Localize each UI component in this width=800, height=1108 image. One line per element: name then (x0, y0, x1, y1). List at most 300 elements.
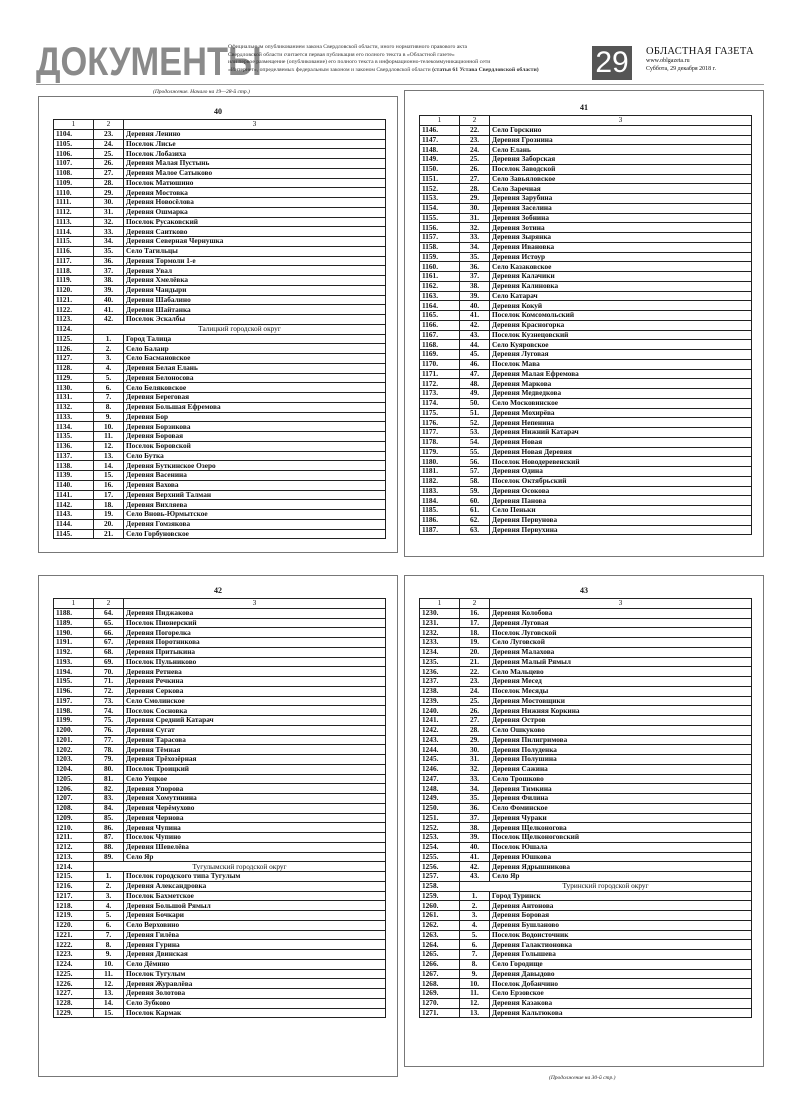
settlement-name: Деревня Золотова (124, 989, 386, 999)
settlement-name: Поселок Эскалбы (124, 315, 386, 325)
table-row (420, 291, 752, 301)
row-number: 1179. (420, 447, 460, 457)
settlement-name: Село Бутка (124, 451, 386, 461)
local-number: 24. (460, 145, 490, 155)
row-number: 1144. (54, 519, 94, 529)
table-row (420, 213, 752, 223)
row-number: 1124. (54, 324, 94, 334)
row-number: 1194. (54, 667, 94, 677)
table-row (420, 979, 752, 989)
local-number: 13. (94, 989, 124, 999)
settlement-name: Деревня Сажина (490, 764, 752, 774)
table-row (54, 657, 386, 667)
row-number: 1122. (54, 305, 94, 315)
settlement-name: Деревня Малая Пустынь (124, 159, 386, 169)
local-number: 63. (460, 525, 490, 535)
table-row (54, 402, 386, 412)
local-number: 5. (94, 373, 124, 383)
table-row (420, 350, 752, 360)
table-row (420, 852, 752, 862)
row-number: 1255. (420, 852, 460, 862)
row-number: 1244. (420, 745, 460, 755)
table-row (54, 188, 386, 198)
table-row (420, 677, 752, 687)
table-row (420, 911, 752, 921)
table-row (420, 735, 752, 745)
settlement-name: Деревня Борзикова (124, 422, 386, 432)
settlement-name: Деревня Погорелка (124, 628, 386, 638)
settlement-name: Село Яр (490, 872, 752, 882)
row-number: 1120. (54, 285, 94, 295)
row-number: 1190. (54, 628, 94, 638)
row-number: 1223. (54, 950, 94, 960)
row-number: 1227. (54, 989, 94, 999)
row-number: 1221. (54, 930, 94, 940)
row-number: 1131. (54, 393, 94, 403)
local-number: 77. (94, 735, 124, 745)
table-row (54, 480, 386, 490)
masthead (36, 40, 764, 84)
local-number: 31. (460, 213, 490, 223)
settlement-name: Деревня Зарубина (490, 194, 752, 204)
table-row (420, 647, 752, 657)
district-heading: Талицкий городской округ (94, 324, 386, 334)
table-row (420, 862, 752, 872)
row-number: 1142. (54, 500, 94, 510)
row-number: 1137. (54, 451, 94, 461)
settlement-name: Село Балаир (124, 344, 386, 354)
row-number: 1192. (54, 647, 94, 657)
table-row (420, 842, 752, 852)
table-row (54, 207, 386, 217)
settlement-name: Деревня Мостовка (124, 188, 386, 198)
table-row (420, 272, 752, 282)
table-row (420, 774, 752, 784)
settlement-name: Село Заречная (490, 184, 752, 194)
row-number: 1267. (420, 969, 460, 979)
row-number: 1188. (54, 608, 94, 618)
row-number: 1136. (54, 441, 94, 451)
settlement-name: Деревня Антонова (490, 901, 752, 911)
local-number: 46. (460, 359, 490, 369)
table-row (420, 281, 752, 291)
local-number: 19. (94, 510, 124, 520)
row-number: 1127. (54, 354, 94, 364)
settlement-name: Деревня Большой Рямыл (124, 901, 386, 911)
local-number: 48. (460, 379, 490, 389)
table-row (420, 998, 752, 1008)
row-number: 1257. (420, 872, 460, 882)
row-number: 1214. (54, 862, 94, 872)
local-number: 51. (460, 408, 490, 418)
settlement-name: Деревня Давыдово (490, 969, 752, 979)
settlement-name: Деревня Малая Ефремова (490, 369, 752, 379)
settlement-name: Поселок Водоисточник (490, 930, 752, 940)
settlement-name: Деревня Увал (124, 266, 386, 276)
local-number: 37. (460, 272, 490, 282)
local-number: 86. (94, 823, 124, 833)
table-row (54, 324, 386, 334)
row-number: 1251. (420, 813, 460, 823)
row-number: 1206. (54, 784, 94, 794)
table-row (54, 725, 386, 735)
column-header: 3 (124, 599, 386, 609)
row-number: 1165. (420, 311, 460, 321)
table-row (420, 755, 752, 765)
settlement-name: Деревня Двинская (124, 950, 386, 960)
header-row (54, 599, 386, 609)
table-row (420, 901, 752, 911)
row-number: 1107. (54, 159, 94, 169)
table-row (54, 276, 386, 286)
table-row (420, 618, 752, 628)
table-row (420, 389, 752, 399)
row-number: 1111. (54, 198, 94, 208)
continued-to-note: (Продолжение на 30-й стр.) (549, 1075, 616, 1081)
row-number: 1182. (420, 476, 460, 486)
settlement-name: Деревня Нижний Катарач (490, 428, 752, 438)
row-number: 1239. (420, 696, 460, 706)
row-number: 1171. (420, 369, 460, 379)
settlement-name: Деревня Маркова (490, 379, 752, 389)
local-number: 65. (94, 618, 124, 628)
table-row (420, 135, 752, 145)
settlement-name: Поселок Добанчино (490, 979, 752, 989)
table-row (420, 408, 752, 418)
table-row (420, 203, 752, 213)
table-row (54, 638, 386, 648)
settlement-name: Деревня Боровая (490, 911, 752, 921)
row-number: 1222. (54, 940, 94, 950)
local-number: 45. (460, 350, 490, 360)
row-number: 1172. (420, 379, 460, 389)
table-row (420, 930, 752, 940)
table-row (54, 608, 386, 618)
row-number: 1241. (420, 716, 460, 726)
row-number: 1198. (54, 706, 94, 716)
row-number: 1139. (54, 471, 94, 481)
local-number: 33. (460, 774, 490, 784)
table-row (54, 1008, 386, 1018)
row-number: 1112. (54, 207, 94, 217)
table-row (420, 242, 752, 252)
row-number: 1265. (420, 950, 460, 960)
row-number: 1130. (54, 383, 94, 393)
settlement-name: Село Ошкуково (490, 725, 752, 735)
header-rule (36, 84, 764, 85)
local-number: 10. (460, 979, 490, 989)
table-row (54, 784, 386, 794)
row-number: 1176. (420, 418, 460, 428)
local-number: 11. (94, 969, 124, 979)
local-number: 7. (94, 930, 124, 940)
row-number: 1186. (420, 515, 460, 525)
row-number: 1135. (54, 432, 94, 442)
table-row (54, 334, 386, 344)
panel-43 (404, 575, 764, 1067)
local-number: 9. (94, 412, 124, 422)
local-number: 62. (460, 515, 490, 525)
table-row (54, 618, 386, 628)
local-number: 58. (460, 476, 490, 486)
table-row (54, 745, 386, 755)
settlement-name: Село Ерзовское (490, 989, 752, 999)
local-number: 13. (94, 451, 124, 461)
settlement-name: Деревня Бушланово (490, 920, 752, 930)
local-number: 83. (94, 794, 124, 804)
local-number: 19. (460, 638, 490, 648)
local-number: 72. (94, 686, 124, 696)
table-row (420, 667, 752, 677)
row-number: 1211. (54, 833, 94, 843)
row-number: 1105. (54, 139, 94, 149)
row-number: 1240. (420, 706, 460, 716)
row-number: 1256. (420, 862, 460, 872)
row-number: 1178. (420, 437, 460, 447)
local-number: 2. (460, 901, 490, 911)
table-row (420, 803, 752, 813)
local-number: 32. (94, 217, 124, 227)
row-number: 1258. (420, 881, 460, 891)
local-number: 84. (94, 803, 124, 813)
row-number: 1162. (420, 281, 460, 291)
settlement-name: Село Куяровское (490, 340, 752, 350)
settlement-name: Деревня Зобнина (490, 213, 752, 223)
settlement-name: Деревня Бочкари (124, 911, 386, 921)
row-number: 1270. (420, 998, 460, 1008)
table-row (54, 363, 386, 373)
settlement-name: Деревня Буткинское Озеро (124, 461, 386, 471)
row-number: 1232. (420, 628, 460, 638)
data-table (53, 119, 386, 539)
settlement-name: Деревня Остров (490, 716, 752, 726)
panel-title: 43 (580, 586, 588, 595)
settlement-name: Поселок Луговской (490, 628, 752, 638)
table-row (54, 305, 386, 315)
settlement-name: Деревня Малахова (490, 647, 752, 657)
website-link[interactable]: www.oblgazeta.ru (646, 58, 690, 64)
table-row (420, 428, 752, 438)
table-row (420, 706, 752, 716)
local-number: 78. (94, 745, 124, 755)
local-number: 29. (460, 194, 490, 204)
row-number: 1205. (54, 774, 94, 784)
table-row (54, 891, 386, 901)
row-number: 1263. (420, 930, 460, 940)
table-row (420, 920, 752, 930)
local-number: 3. (94, 891, 124, 901)
row-number: 1200. (54, 725, 94, 735)
district-heading: Тугулымский городской округ (94, 862, 386, 872)
local-number: 82. (94, 784, 124, 794)
table-row (54, 677, 386, 687)
local-number: 47. (460, 369, 490, 379)
row-number: 1236. (420, 667, 460, 677)
local-number: 39. (460, 833, 490, 843)
settlement-name: Деревня Новосёлова (124, 198, 386, 208)
row-number: 1204. (54, 764, 94, 774)
settlement-name: Деревня Верхний Талман (124, 490, 386, 500)
local-number: 12. (94, 979, 124, 989)
panel-41 (404, 90, 764, 557)
settlement-name: Деревня Шайтанка (124, 305, 386, 315)
table-row (54, 500, 386, 510)
table-row (420, 950, 752, 960)
local-number: 67. (94, 638, 124, 648)
settlement-name: Деревня Гилёва (124, 930, 386, 940)
table-row (54, 716, 386, 726)
local-number: 39. (460, 291, 490, 301)
row-number: 1248. (420, 784, 460, 794)
row-number: 1201. (54, 735, 94, 745)
table-row (420, 959, 752, 969)
settlement-name: Деревня Красногорка (490, 320, 752, 330)
settlement-name: Деревня Щелконогова (490, 823, 752, 833)
table-row (420, 301, 752, 311)
local-number: 36. (94, 256, 124, 266)
local-number: 38. (460, 823, 490, 833)
local-number: 64. (94, 608, 124, 618)
settlement-name: Село Горбуновское (124, 529, 386, 539)
settlement-name: Деревня Береговая (124, 393, 386, 403)
row-number: 1229. (54, 1008, 94, 1018)
row-number: 1228. (54, 998, 94, 1008)
table-row (420, 515, 752, 525)
local-number: 16. (94, 480, 124, 490)
local-number: 37. (460, 813, 490, 823)
settlement-name: Деревня Хмелёвка (124, 276, 386, 286)
table-row (54, 227, 386, 237)
settlement-name: Деревня Кокуй (490, 301, 752, 311)
row-number: 1237. (420, 677, 460, 687)
settlement-name: Поселок Заводской (490, 164, 752, 174)
table-row (54, 451, 386, 461)
local-number: 33. (94, 227, 124, 237)
table-row (420, 716, 752, 726)
settlement-name: Село Верховино (124, 920, 386, 930)
local-number: 14. (94, 461, 124, 471)
row-number: 1156. (420, 223, 460, 233)
row-number: 1203. (54, 755, 94, 765)
local-number: 66. (94, 628, 124, 638)
row-number: 1128. (54, 363, 94, 373)
local-number: 68. (94, 647, 124, 657)
local-number: 8. (460, 959, 490, 969)
settlement-name: Деревня Боровая (124, 432, 386, 442)
row-number: 1152. (420, 184, 460, 194)
local-number: 6. (94, 383, 124, 393)
local-number: 2. (94, 344, 124, 354)
row-number: 1145. (54, 529, 94, 539)
table-row (420, 223, 752, 233)
table-row (54, 969, 386, 979)
table-row (420, 813, 752, 823)
table-row (420, 628, 752, 638)
local-number: 89. (94, 852, 124, 862)
local-number: 53. (460, 428, 490, 438)
settlement-name: Деревня Тормоли 1-е (124, 256, 386, 266)
row-number: 1160. (420, 262, 460, 272)
settlement-name: Деревня Северная Чернушка (124, 237, 386, 247)
local-number: 30. (460, 203, 490, 213)
row-number: 1132. (54, 402, 94, 412)
settlement-name: Деревня Осокова (490, 486, 752, 496)
settlement-name: Село Тагильцы (124, 246, 386, 256)
table-row (54, 755, 386, 765)
local-number: 55. (460, 447, 490, 457)
settlement-name: Деревня Васенина (124, 471, 386, 481)
settlement-name: Деревня Журавлёва (124, 979, 386, 989)
settlement-name: Поселок Месяды (490, 686, 752, 696)
column-header: 1 (420, 116, 460, 126)
table-row (420, 823, 752, 833)
local-number: 14. (94, 998, 124, 1008)
table-row (420, 989, 752, 999)
local-number: 76. (94, 725, 124, 735)
table-row (54, 794, 386, 804)
row-number: 1140. (54, 480, 94, 490)
local-number: 26. (94, 159, 124, 169)
table-row (54, 471, 386, 481)
settlement-name: Деревня Медведкова (490, 389, 752, 399)
row-number: 1207. (54, 794, 94, 804)
settlement-name: Деревня Малое Сатыково (124, 168, 386, 178)
settlement-name: Деревня Первухина (490, 525, 752, 535)
settlement-name: Деревня Первунова (490, 515, 752, 525)
settlement-name: Деревня Луговая (490, 618, 752, 628)
settlement-name: Поселок Бахметское (124, 891, 386, 901)
local-number: 71. (94, 677, 124, 687)
table-row (420, 891, 752, 901)
row-number: 1269. (420, 989, 460, 999)
newspaper-info (646, 46, 764, 73)
settlement-name: Деревня Гомзякова (124, 519, 386, 529)
settlement-name: Деревня Бор (124, 412, 386, 422)
settlement-name: Поселок Новодеревенский (490, 457, 752, 467)
settlement-name: Село Катарач (490, 291, 752, 301)
row-number: 1195. (54, 677, 94, 687)
table-row (420, 359, 752, 369)
settlement-name: Деревня Вихляева (124, 500, 386, 510)
table-row (54, 295, 386, 305)
local-number: 15. (94, 1008, 124, 1018)
settlement-name: Деревня Хомутинина (124, 794, 386, 804)
local-number: 3. (94, 354, 124, 364)
settlement-name: Деревня Чандыри (124, 285, 386, 295)
settlement-name: Деревня Чураки (490, 813, 752, 823)
settlement-name: Поселок Сосновка (124, 706, 386, 716)
row-number: 1224. (54, 959, 94, 969)
row-number: 1123. (54, 315, 94, 325)
column-header: 3 (490, 599, 752, 609)
row-number: 1119. (54, 276, 94, 286)
local-number: 15. (94, 471, 124, 481)
settlement-name: Деревня Пиджакова (124, 608, 386, 618)
settlement-name: Село Мальцево (490, 667, 752, 677)
row-number: 1114. (54, 227, 94, 237)
table-row (420, 940, 752, 950)
table-row (54, 686, 386, 696)
row-number: 1208. (54, 803, 94, 813)
table-row (420, 311, 752, 321)
row-number: 1199. (54, 716, 94, 726)
local-number: 2. (94, 881, 124, 891)
settlement-name: Село Завьяловское (490, 174, 752, 184)
local-number: 28. (460, 725, 490, 735)
row-number: 1181. (420, 467, 460, 477)
panel-title: 41 (580, 103, 588, 112)
settlement-name: Деревня Полушина (490, 755, 752, 765)
